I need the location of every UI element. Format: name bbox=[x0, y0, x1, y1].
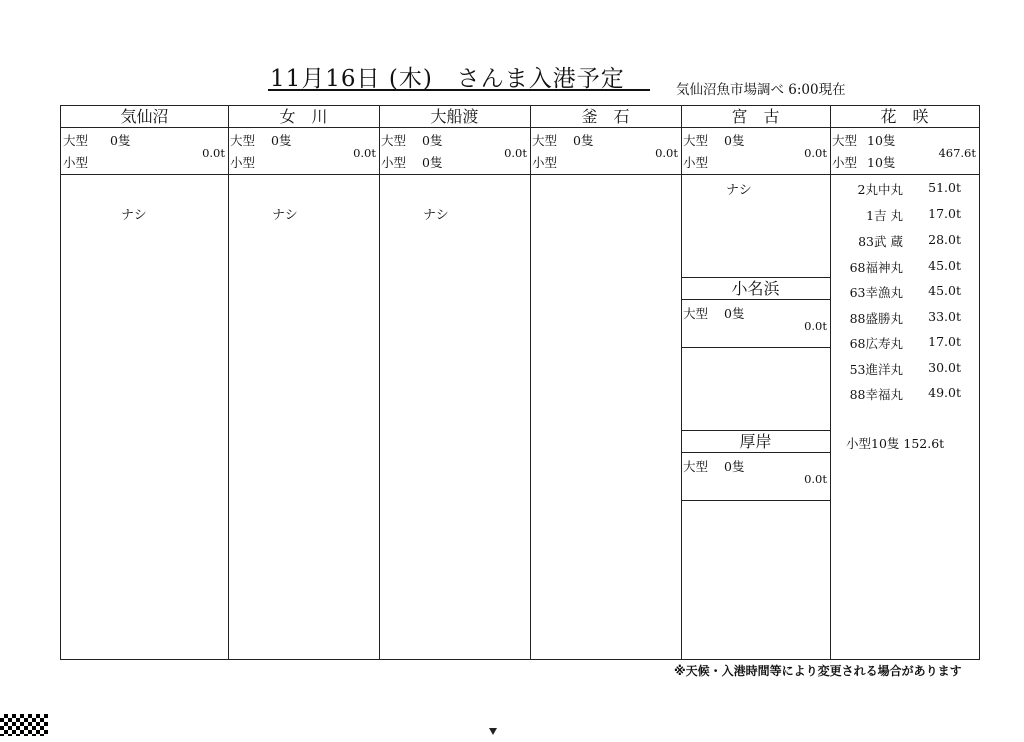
vessel-name: 2丸中丸 bbox=[857, 182, 903, 197]
vessel-name: 63幸漁丸 bbox=[849, 285, 903, 300]
total-tons: 0.0t bbox=[504, 146, 527, 160]
vessel-row bbox=[842, 360, 961, 382]
none-note: ナシ bbox=[272, 208, 298, 223]
large-boat-line: 大型 0隻 bbox=[532, 133, 594, 148]
vessel-name: 53進洋丸 bbox=[849, 362, 903, 377]
vessel-tons: 45.0t bbox=[928, 283, 961, 298]
page-title: 11月16日 (木) さんま入港予定 bbox=[270, 66, 625, 92]
vessel-row bbox=[842, 180, 961, 202]
port-name: 女 川 bbox=[228, 106, 379, 128]
vessel-row bbox=[842, 283, 961, 305]
scan-registration-mark bbox=[0, 714, 48, 736]
vessel-name: 83武 蔵 bbox=[858, 234, 903, 249]
vessel-row bbox=[842, 334, 961, 356]
triangle-marker-icon bbox=[489, 728, 497, 735]
port-summary-onahama bbox=[681, 300, 830, 348]
small-boat-line: 小型 bbox=[532, 155, 558, 170]
port-column-kamaishi bbox=[530, 106, 682, 659]
vessel-name: 1吉 丸 bbox=[866, 208, 903, 223]
small-boat-total: 小型10隻 152.6t bbox=[846, 436, 945, 451]
small-boat-line: 小型 bbox=[63, 155, 89, 170]
port-name: 気仙沼 bbox=[61, 106, 228, 128]
total-tons: 0.0t bbox=[804, 472, 827, 486]
port-column-onagawa bbox=[228, 106, 380, 659]
vessel-row bbox=[842, 232, 961, 254]
port-name: 花 咲 bbox=[830, 106, 979, 128]
port-name-onahama: 小名浜 bbox=[681, 277, 830, 300]
port-summary-akkeshi bbox=[681, 453, 830, 501]
small-boat-line: 小型 0隻 bbox=[381, 155, 443, 170]
port-column-miyako bbox=[681, 106, 831, 659]
port-name: 釜 石 bbox=[530, 106, 681, 128]
survey-note: 気仙沼魚市場調べ 6:00現在 bbox=[676, 82, 846, 98]
vessel-tons: 28.0t bbox=[928, 232, 961, 247]
port-summary bbox=[681, 127, 830, 175]
total-tons: 0.0t bbox=[655, 146, 678, 160]
port-summary bbox=[61, 127, 228, 175]
vessel-tons: 17.0t bbox=[928, 206, 961, 221]
port-name-akkeshi: 厚岸 bbox=[681, 430, 830, 453]
port-summary bbox=[379, 127, 530, 175]
vessel-row bbox=[842, 385, 961, 407]
port-summary bbox=[530, 127, 681, 175]
landing-schedule-table bbox=[60, 105, 980, 660]
total-tons: 0.0t bbox=[804, 319, 827, 333]
port-column-ofunato bbox=[379, 106, 531, 659]
vessel-tons: 33.0t bbox=[928, 309, 961, 324]
none-note: ナシ bbox=[726, 183, 752, 198]
port-name: 大船渡 bbox=[379, 106, 530, 128]
title-underline bbox=[268, 89, 650, 91]
large-boat-line: 大型 0隻 bbox=[683, 306, 745, 321]
vessel-tons: 45.0t bbox=[928, 258, 961, 273]
port-summary bbox=[830, 127, 979, 175]
none-note: ナシ bbox=[121, 208, 147, 223]
vessel-name: 88盛勝丸 bbox=[849, 311, 903, 326]
vessel-tons: 17.0t bbox=[928, 334, 961, 349]
vessel-row bbox=[842, 309, 961, 331]
vessel-row bbox=[842, 258, 961, 280]
large-boat-line: 大型 0隻 bbox=[230, 133, 292, 148]
small-boat-line: 小型 10隻 bbox=[832, 155, 896, 170]
port-column-hanasaki bbox=[830, 106, 979, 659]
small-boat-line: 小型 bbox=[230, 155, 256, 170]
large-boat-line: 大型 10隻 bbox=[832, 133, 896, 148]
large-boat-line: 大型 0隻 bbox=[683, 133, 745, 148]
port-summary bbox=[228, 127, 379, 175]
vessel-tons: 49.0t bbox=[928, 385, 961, 400]
footnote: ※天候・入港時間等により変更される場合があります bbox=[674, 664, 962, 678]
vessel-name: 88幸福丸 bbox=[849, 387, 903, 402]
total-tons: 0.0t bbox=[804, 146, 827, 160]
vessel-name: 68広寿丸 bbox=[849, 336, 903, 351]
small-boat-line: 小型 bbox=[683, 155, 709, 170]
total-tons: 0.0t bbox=[353, 146, 376, 160]
large-boat-line: 大型 0隻 bbox=[381, 133, 443, 148]
total-tons: 0.0t bbox=[202, 146, 225, 160]
large-boat-line: 大型 0隻 bbox=[63, 133, 131, 148]
vessel-row bbox=[842, 206, 961, 228]
port-column-kesennuma bbox=[61, 106, 229, 659]
vessel-tons: 51.0t bbox=[928, 180, 961, 195]
vessel-tons: 30.0t bbox=[928, 360, 961, 375]
total-tons: 467.6t bbox=[938, 146, 976, 160]
vessel-name: 68福神丸 bbox=[849, 260, 903, 275]
large-boat-line: 大型 0隻 bbox=[683, 459, 745, 474]
port-name: 宮 古 bbox=[681, 106, 830, 128]
none-note: ナシ bbox=[423, 208, 449, 223]
